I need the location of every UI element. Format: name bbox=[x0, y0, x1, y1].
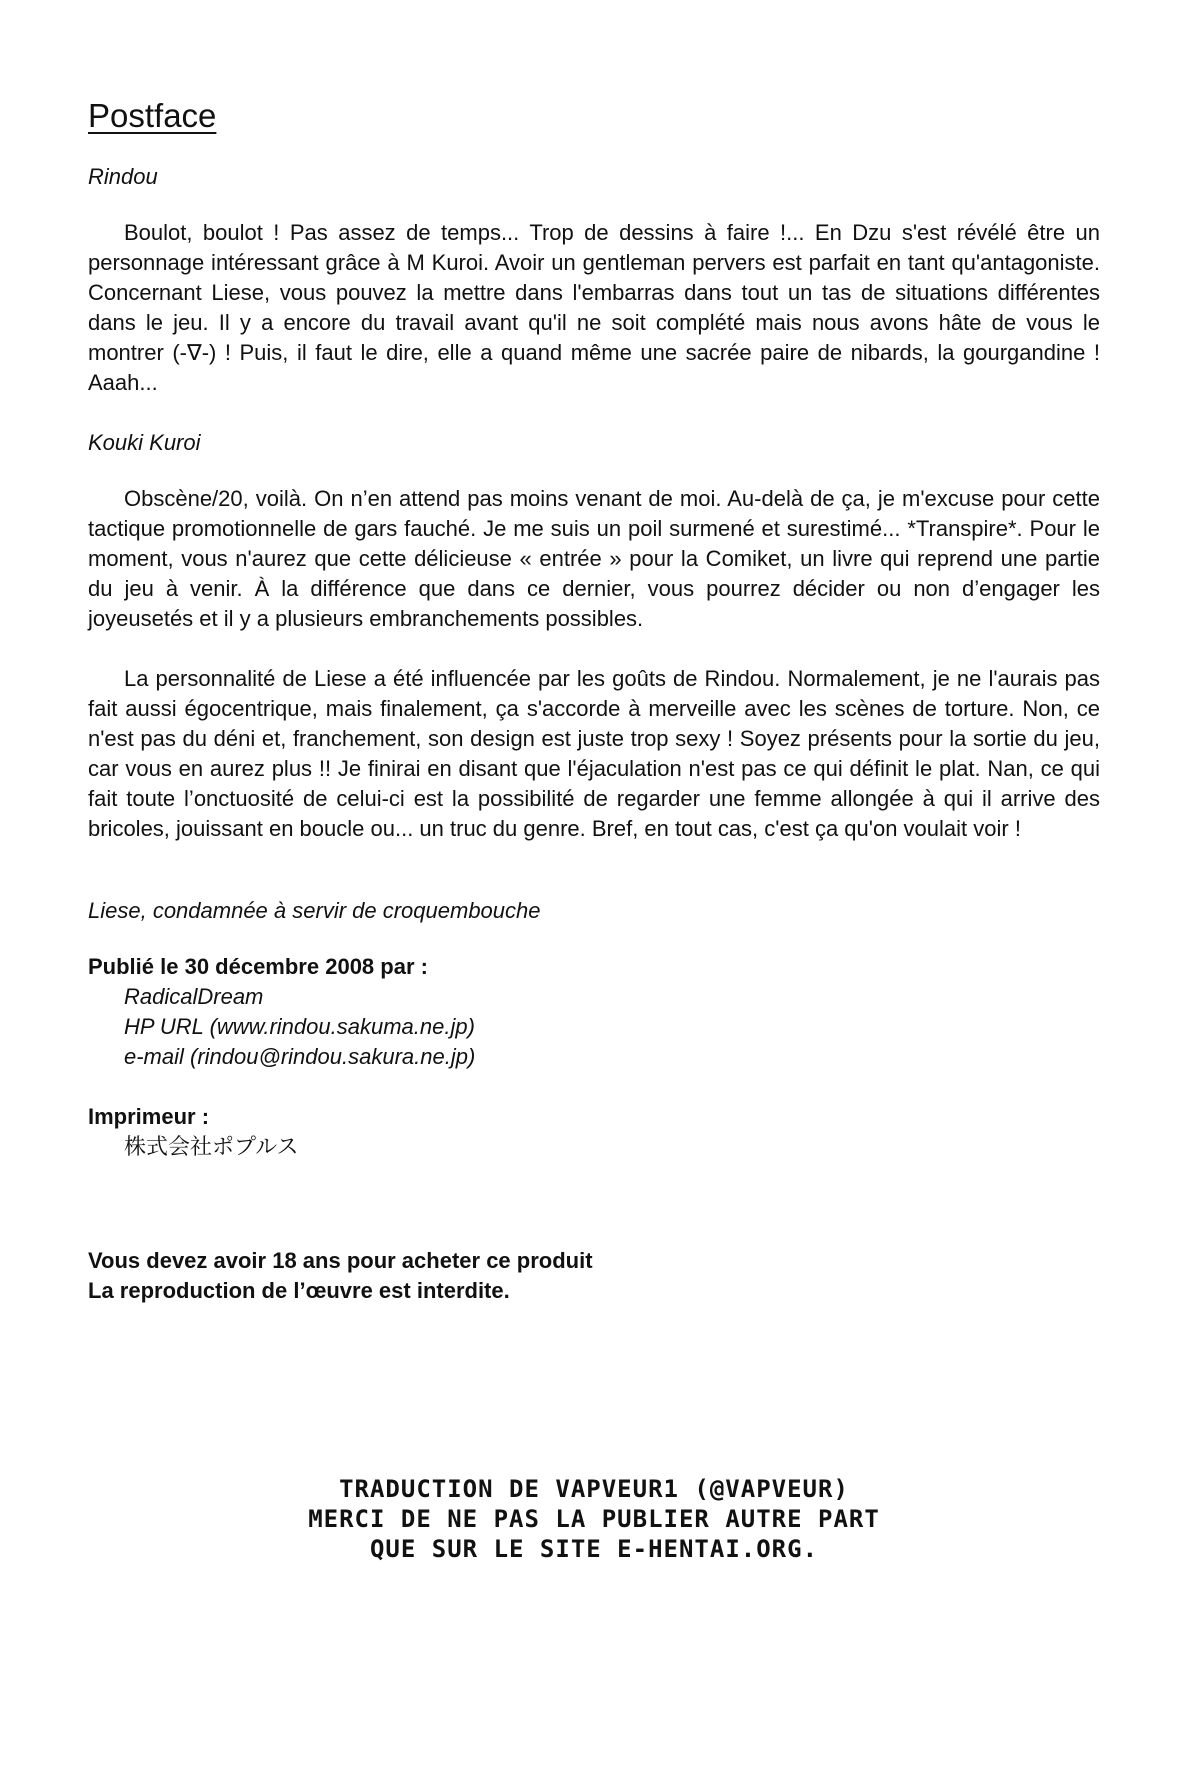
publication-label: Publié le 30 décembre 2008 par : bbox=[88, 954, 428, 979]
printer-label: Imprimeur : bbox=[88, 1104, 210, 1129]
legal-notice bbox=[88, 1246, 1100, 1306]
section-author: Kouki Kuroi bbox=[88, 430, 201, 455]
publisher-url: HP URL (www.rindou.sakuma.ne.jp) bbox=[124, 1014, 475, 1039]
publication-info bbox=[88, 952, 1100, 1072]
section-kouki-kuroi bbox=[88, 428, 1100, 844]
credits-line: MERCI DE NE PAS LA PUBLIER AUTRE PART bbox=[308, 1505, 880, 1533]
publisher-email: e-mail (rindou@rindou.sakura.ne.jp) bbox=[124, 1044, 476, 1069]
signoff: Liese, condamnée à servir de croquembouche bbox=[88, 898, 541, 923]
paragraph: Obscène/20, voilà. On n’en attend pas moins venant de moi. Au-delà de ça, je m'excuse pour cette tactique promotionnelle de gars fauché. Je me suis un poil surmené et surestimé... *Transpire*. Pour le moment, vous n'aurez que cette délicieuse « entrée » pour la Comiket, un livre qui reprend une partie du jeu à venir. À la différence que dans ce dernier, vous pourrez décider ou non d’engager les joyeusetés et il y a plusieurs embranchements possibles. bbox=[88, 486, 1100, 631]
postface-page bbox=[88, 96, 1100, 1306]
paragraph: Boulot, boulot ! Pas assez de temps... Trop de dessins à faire !... En Dzu s'est révélé être un personnage intéressant grâce à M Kuroi. Avoir un gentleman pervers est parfait en tant qu'antagoniste. Concernant Liese, vous pouvez la mettre dans l'embarras dans tout un tas de situations différentes dans le jeu. Il y a encore du travail avant qu'il ne soit complété mais nous avons hâte de vous le montrer (-∇-) ! Puis, il faut le dire, elle a quand même une sacrée paire de nibards, la gourgandine ! Aaah... bbox=[88, 220, 1100, 395]
credits-line: QUE SUR LE SITE E-HENTAI.ORG. bbox=[369, 1535, 819, 1563]
section-rindou bbox=[88, 162, 1100, 398]
age-notice: Vous devez avoir 18 ans pour acheter ce produit bbox=[88, 1248, 593, 1273]
copyright-notice: La reproduction de l’œuvre est interdite. bbox=[88, 1278, 510, 1303]
section-author: Rindou bbox=[88, 164, 158, 189]
printer-info bbox=[88, 1102, 1100, 1162]
credits-line: TRADUCTION DE VAPVEUR1 (@VAPVEUR) bbox=[339, 1475, 849, 1503]
printer-name: 株式会社ポプルス bbox=[124, 1134, 299, 1159]
page-title: Postface bbox=[88, 97, 217, 134]
translation-credits bbox=[0, 1474, 1188, 1564]
publisher-name: RadicalDream bbox=[124, 984, 264, 1009]
paragraph: La personnalité de Liese a été influencée par les goûts de Rindou. Normalement, je ne l'aurais pas fait aussi égocentrique, mais finalement, ça s'accorde à merveille avec les scènes de torture. Non, ce n'est pas du déni et, franchement, son design est juste trop sexy ! Soyez présents pour la sortie du jeu, car vous en aurez plus !! Je finirai en disant que l'éjaculation n'est pas ce qui définit le plat. Nan, ce qui fait toute l’onctuosité de celui-ci est la possibilité de regarder une femme allongée à qui il arrive des bricoles, jouissant en boucle ou... un truc du genre. Bref, en tout cas, c'est ça qu'on voulait voir ! bbox=[88, 666, 1100, 841]
